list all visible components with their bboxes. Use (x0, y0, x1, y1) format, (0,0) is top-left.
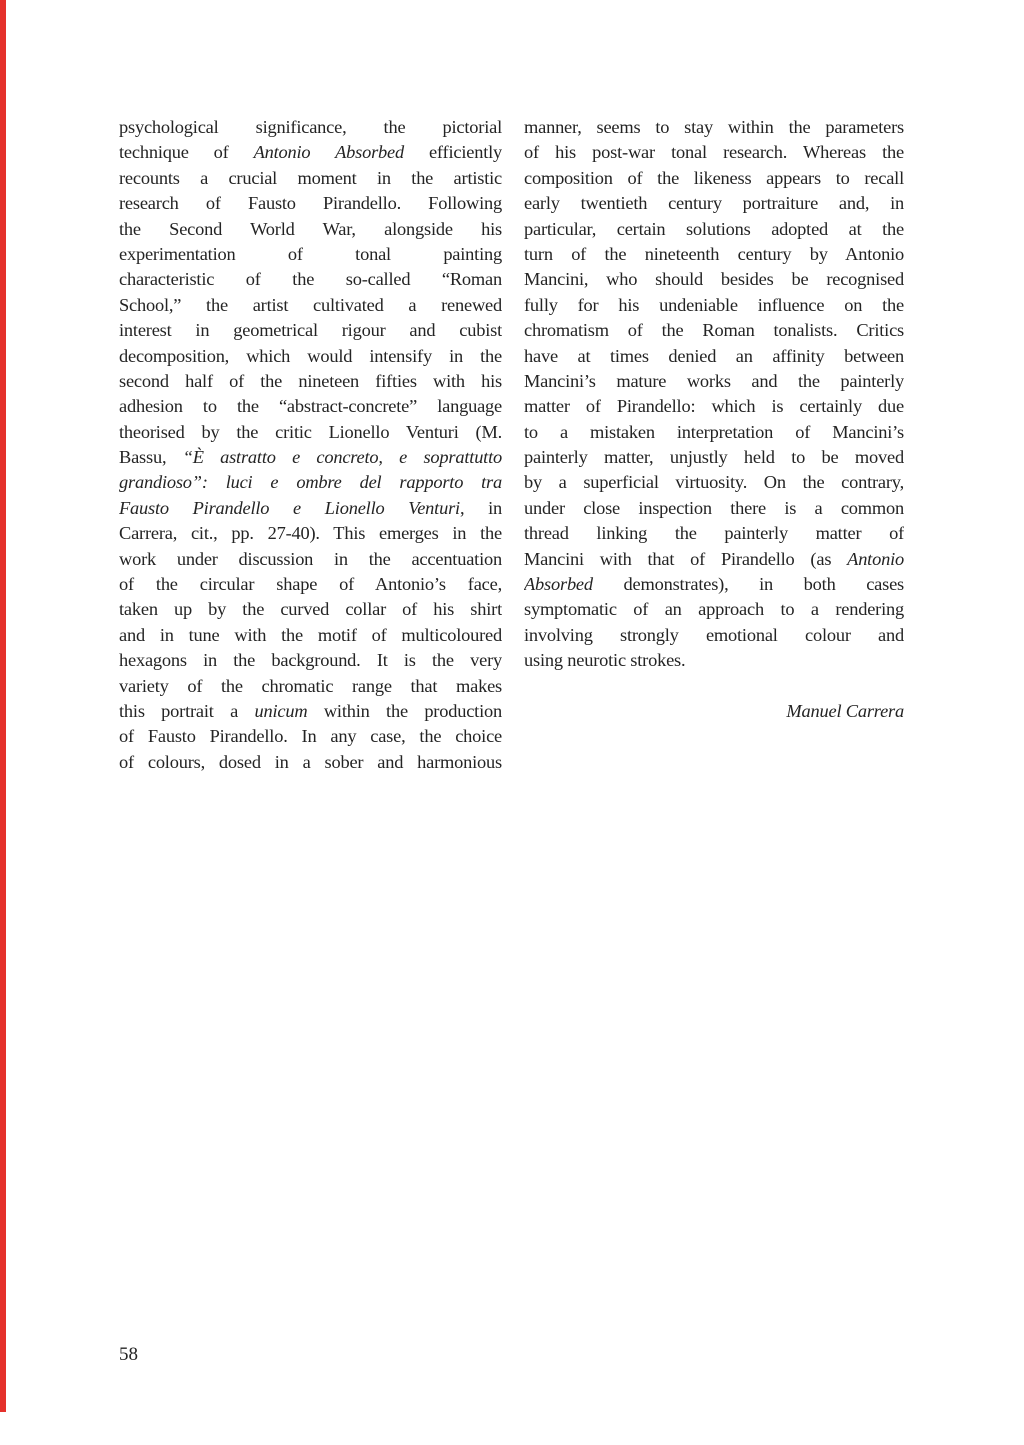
text-segment: Mancini, who should besides be recognised (524, 269, 904, 290)
text-segment: chromatism of the Roman tonalists. Critics (524, 320, 904, 341)
text-line (524, 572, 904, 597)
text-segment: painterly matter, unjustly held to be moved (524, 447, 904, 468)
text-segment: research of Fausto Pirandello. Following (119, 193, 502, 214)
text-segment: interest in geometrical rigour and cubist (119, 320, 502, 341)
text-line (119, 242, 502, 267)
text-line (119, 140, 502, 165)
text-line (524, 242, 904, 267)
text-line (119, 445, 502, 470)
text-line (524, 293, 904, 318)
text-segment: work under discussion in the accentuation (119, 548, 502, 569)
text-segment: to a mistaken interpretation of Mancini’s (524, 421, 904, 442)
page-edge-strip (0, 0, 6, 1412)
text-line (524, 115, 904, 140)
text-segment: theorised by the critic Lionello Venturi (M. (119, 421, 502, 442)
column-left (119, 115, 502, 775)
text-segment: have at times denied an affinity between (524, 345, 904, 366)
italic-text-segment: Fausto Pirandello e Lionello Venturi (119, 497, 460, 518)
text-segment: demonstrates), in both cases (592, 574, 904, 595)
text-line (119, 420, 502, 445)
text-segment: involving strongly emotional colour and (524, 624, 904, 645)
text-segment: fully for his undeniable influence on the (524, 294, 904, 315)
text-line (119, 623, 502, 648)
text-segment: variety of the chromatic range that makes (119, 675, 502, 696)
page-number: 58 (119, 1344, 138, 1365)
author-signature (524, 699, 904, 724)
text-segment: turn of the nineteenth century by Antonio (524, 243, 904, 264)
text-line (119, 572, 502, 597)
text-segment: technique of (119, 142, 254, 163)
text-segment: and in tune with the motif of multicoloured (119, 624, 502, 645)
text-line (119, 394, 502, 419)
text-line (524, 369, 904, 394)
text-line (119, 344, 502, 369)
italic-text-segment: unicum (254, 700, 308, 721)
text-line (524, 267, 904, 292)
text-segment: of Fausto Pirandello. In any case, the choice (119, 726, 502, 747)
spacer-line (524, 674, 904, 699)
text-line (119, 293, 502, 318)
text-line (119, 166, 502, 191)
text-segment: School,” the artist cultivated a renewed (119, 294, 502, 315)
text-line (119, 191, 502, 216)
text-segment: of his post-war tonal research. Whereas the (524, 142, 904, 163)
text-line (524, 445, 904, 470)
text-segment: this portrait a (119, 700, 255, 721)
text-segment: early twentieth century portraiture and, in (524, 193, 904, 214)
text-line (524, 597, 904, 622)
text-segment: experimentation of tonal painting (119, 243, 502, 264)
text-segment: Bassu, (119, 447, 183, 468)
text-line (524, 547, 904, 572)
text-line (119, 470, 502, 495)
text-line (524, 217, 904, 242)
text-line (524, 470, 904, 495)
text-segment: characteristic of the so-called “Roman (119, 269, 502, 290)
text-line (119, 547, 502, 572)
text-line (119, 750, 502, 775)
text-segment: second half of the nineteen fifties with his (119, 370, 502, 391)
text-line (119, 369, 502, 394)
text-segment: recounts a crucial moment in the artistic (119, 167, 502, 188)
text-line (119, 115, 502, 140)
text-line (119, 724, 502, 749)
text-segment: , in (459, 497, 502, 518)
text-line (524, 521, 904, 546)
italic-text-segment: Absorbed (524, 574, 593, 595)
italic-text-segment: Antonio Absorbed (253, 142, 404, 163)
text-segment: hexagons in the background. It is the very (119, 650, 502, 671)
text-segment: by a superficial virtuosity. On the contrary, (524, 472, 904, 493)
text-segment: Mancini’s mature works and the painterly (524, 370, 904, 391)
text-segment: symptomatic of an approach to a rendering (524, 599, 904, 620)
text-line (119, 496, 502, 521)
text-segment: taken up by the curved collar of his shirt (119, 599, 502, 620)
text-segment: under close inspection there is a common (524, 497, 904, 518)
text-segment: decomposition, which would intensify in the (119, 345, 502, 366)
text-segment: within the production (307, 700, 502, 721)
text-line (119, 318, 502, 343)
text-segment: Mancini with that of Pirandello (as (524, 548, 848, 569)
text-line (524, 420, 904, 445)
text-segment: efficiently (403, 142, 502, 163)
text-line (524, 191, 904, 216)
text-line (119, 699, 502, 724)
text-segment: of colours, dosed in a sober and harmonious (119, 751, 502, 772)
text-segment: matter of Pirandello: which is certainly due (524, 396, 904, 417)
text-line (119, 674, 502, 699)
text-line (119, 597, 502, 622)
text-segment: the Second World War, alongside his (119, 218, 502, 239)
text-segment: composition of the likeness appears to recall (524, 167, 904, 188)
text-segment: psychological significance, the pictorial (119, 117, 502, 137)
text-line (524, 496, 904, 521)
italic-text-segment: “È astratto e concreto, e soprattutto (182, 447, 502, 468)
text-line (524, 140, 904, 165)
text-segment: of the circular shape of Antonio’s face, (119, 574, 502, 595)
column-right (524, 115, 904, 724)
text-line (524, 318, 904, 343)
italic-text-segment: Manuel Carrera (786, 700, 904, 721)
text-line (524, 623, 904, 648)
text-line (524, 344, 904, 369)
text-segment: adhesion to the “abstract-concrete” language (119, 396, 502, 417)
italic-text-segment: Antonio (847, 548, 904, 569)
text-line (524, 166, 904, 191)
text-line (119, 648, 502, 673)
text-line (119, 267, 502, 292)
text-line (119, 217, 502, 242)
text-segment: using neurotic strokes. (524, 650, 686, 671)
text-line (524, 394, 904, 419)
text-segment: manner, seems to stay within the parameters (524, 117, 904, 137)
text-line (524, 648, 904, 673)
text-segment: particular, certain solutions adopted at the (524, 218, 904, 239)
italic-text-segment: grandioso”: luci e ombre del rapporto tra (119, 472, 502, 493)
text-segment: Carrera, cit., pp. 27-40). This emerges in the (119, 523, 502, 544)
text-line (119, 521, 502, 546)
text-segment: thread linking the painterly matter of (524, 523, 904, 544)
